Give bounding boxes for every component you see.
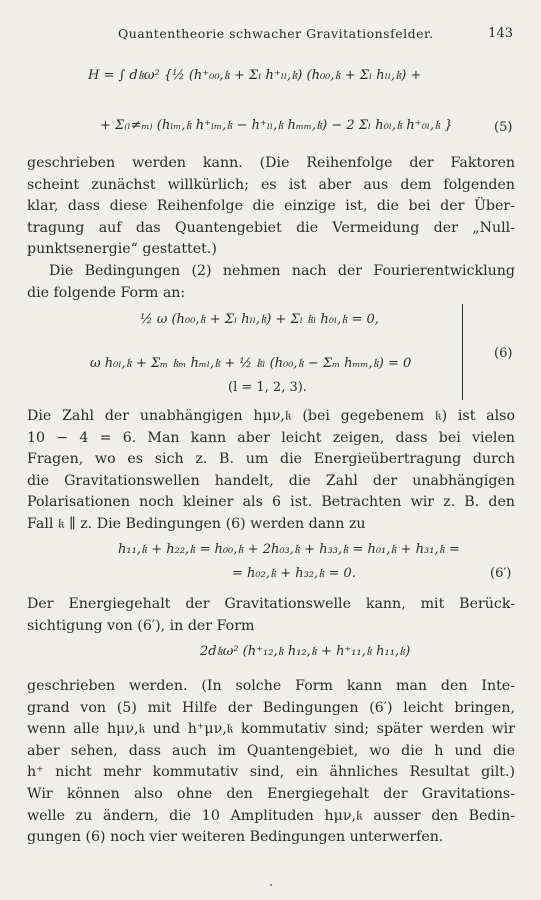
text-line: die folgende Form an: — [27, 284, 186, 301]
paragraph-4 — [27, 594, 515, 637]
right-brace — [456, 304, 463, 400]
text-line: geschrieben werden kann. (Die Reihenfolge der Faktoren — [27, 155, 515, 171]
text-line: Der Energiegehalt der Gravitationswelle kann, mit Berück- — [27, 596, 515, 612]
text-line: klar, dass diese Reihenfolge die einzige ist, die bei der Über- — [27, 198, 515, 215]
equation-6-line-1: ½ ω (h₀₀,𝔨 + Σₗ hₗₗ,𝔨) + Σₗ 𝔨ₗ h₀ₗ,𝔨 = 0, — [140, 312, 379, 327]
text-line: aber sehen, dass auch im Quantengebiet, wo die h und die — [27, 742, 515, 759]
text-line: scheint zunächst willkürlich; es ist aber aus dem folgenden — [27, 176, 515, 193]
paper-speck — [270, 884, 272, 886]
text-line: die Gravitationswellen handelt, die Zahl der unabhängigen — [27, 472, 515, 489]
text-line: Fragen, wo es sich z. B. um die Energieübertragung durch — [27, 451, 515, 468]
text-line: Die Bedingungen (2) nehmen nach der Fourierentwicklung — [49, 263, 515, 279]
equation-6p-line-1: h₁₁,𝔨 + h₂₂,𝔨 = h₀₀,𝔨 + 2h₀₃,𝔨 + h₃₃,𝔨 = h₀₁,𝔨 + h₃₁,𝔨 = — [118, 542, 460, 557]
text-line: 10 − 4 = 6. Man kann aber leicht zeigen, dass bei vielen — [27, 429, 515, 446]
text-line: h⁺ nicht mehr kommutativ sind, ein ähnliches Resultat gilt.) — [27, 764, 515, 781]
text-line: grand von (5) mit Hilfe der Bedingungen (6′) leicht bringen, — [27, 699, 515, 716]
paragraph-3 — [27, 406, 515, 536]
equation-5-line-1: H = ∫ d𝔨ω² {½ (h⁺₀₀,𝔨 + Σₗ h⁺ₗₗ,𝔨) (h₀₀,𝔨 + Σₗ hₗₗ,𝔨) + — [88, 68, 422, 83]
paragraph-2 — [27, 261, 515, 304]
text-line: welle zu ändern, die 10 Amplituden hμν,𝔨 ausser den Bedin- — [27, 807, 515, 824]
running-header: Quantentheorie schwacher Gravitationsfelder. — [118, 26, 434, 41]
paragraph-5 — [27, 676, 515, 849]
page-number: 143 — [488, 26, 513, 41]
equation-6p-number: (6′) — [490, 566, 512, 581]
text-line: tragung auf das Quantengebiet die Vermeidung der „Null- — [27, 219, 515, 236]
equation-5-line-2: + Σ₍ₗ≠ₘ₎ (hₗₘ,𝔨 h⁺ₗₘ,𝔨 − h⁺ₗₗ,𝔨 hₘₘ,𝔨) − 2 Σₗ h₀ₗ,𝔨 h⁺₀ₗ,𝔨 } — [100, 118, 453, 133]
equation-energy: 2d𝔨ω² (h⁺₁₂,𝔨 h₁₂,𝔨 + h⁺₁₁,𝔨 h₁₁,𝔨) — [200, 644, 411, 659]
text-line: gungen (6) noch vier weiteren Bedingungen unterwerfen. — [27, 829, 444, 846]
equation-6-line-3: (l = 1, 2, 3). — [228, 380, 307, 395]
equation-6p-line-2: = h₀₂,𝔨 + h₃₂,𝔨 = 0. — [232, 566, 356, 581]
text-line: punktsenergie“ gestattet.) — [27, 241, 217, 258]
equation-6-line-2: ω h₀ₗ,𝔨 + Σₘ 𝔨ₘ hₘₗ,𝔨 + ½ 𝔨ₗ (h₀₀,𝔨 − Σₘ hₘₘ,𝔨) = 0 — [90, 356, 412, 371]
text-line: Die Zahl der unabhängigen hμν,𝔨 (bei gegebenem 𝔨) ist also — [27, 408, 515, 424]
text-line: wenn alle hμν,𝔨 und h⁺μν,𝔨 kommutativ sind; später werden wir — [27, 721, 515, 738]
text-line: Wir können also ohne den Energiegehalt der Gravitations- — [27, 785, 515, 802]
equation-5-number: (5) — [494, 120, 513, 135]
text-line: Polarisationen noch kleiner als 6 ist. Betrachten wir z. B. den — [27, 494, 515, 511]
paragraph-1 — [27, 153, 515, 261]
text-line: sichtigung von (6′), in der Form — [27, 617, 255, 634]
equation-6-number: (6) — [494, 346, 513, 361]
text-line: geschrieben werden. (In solche Form kann man den Inte- — [27, 678, 515, 694]
text-line: Fall 𝔨 ∥ z. Die Bedingungen (6) werden dann zu — [27, 515, 366, 532]
